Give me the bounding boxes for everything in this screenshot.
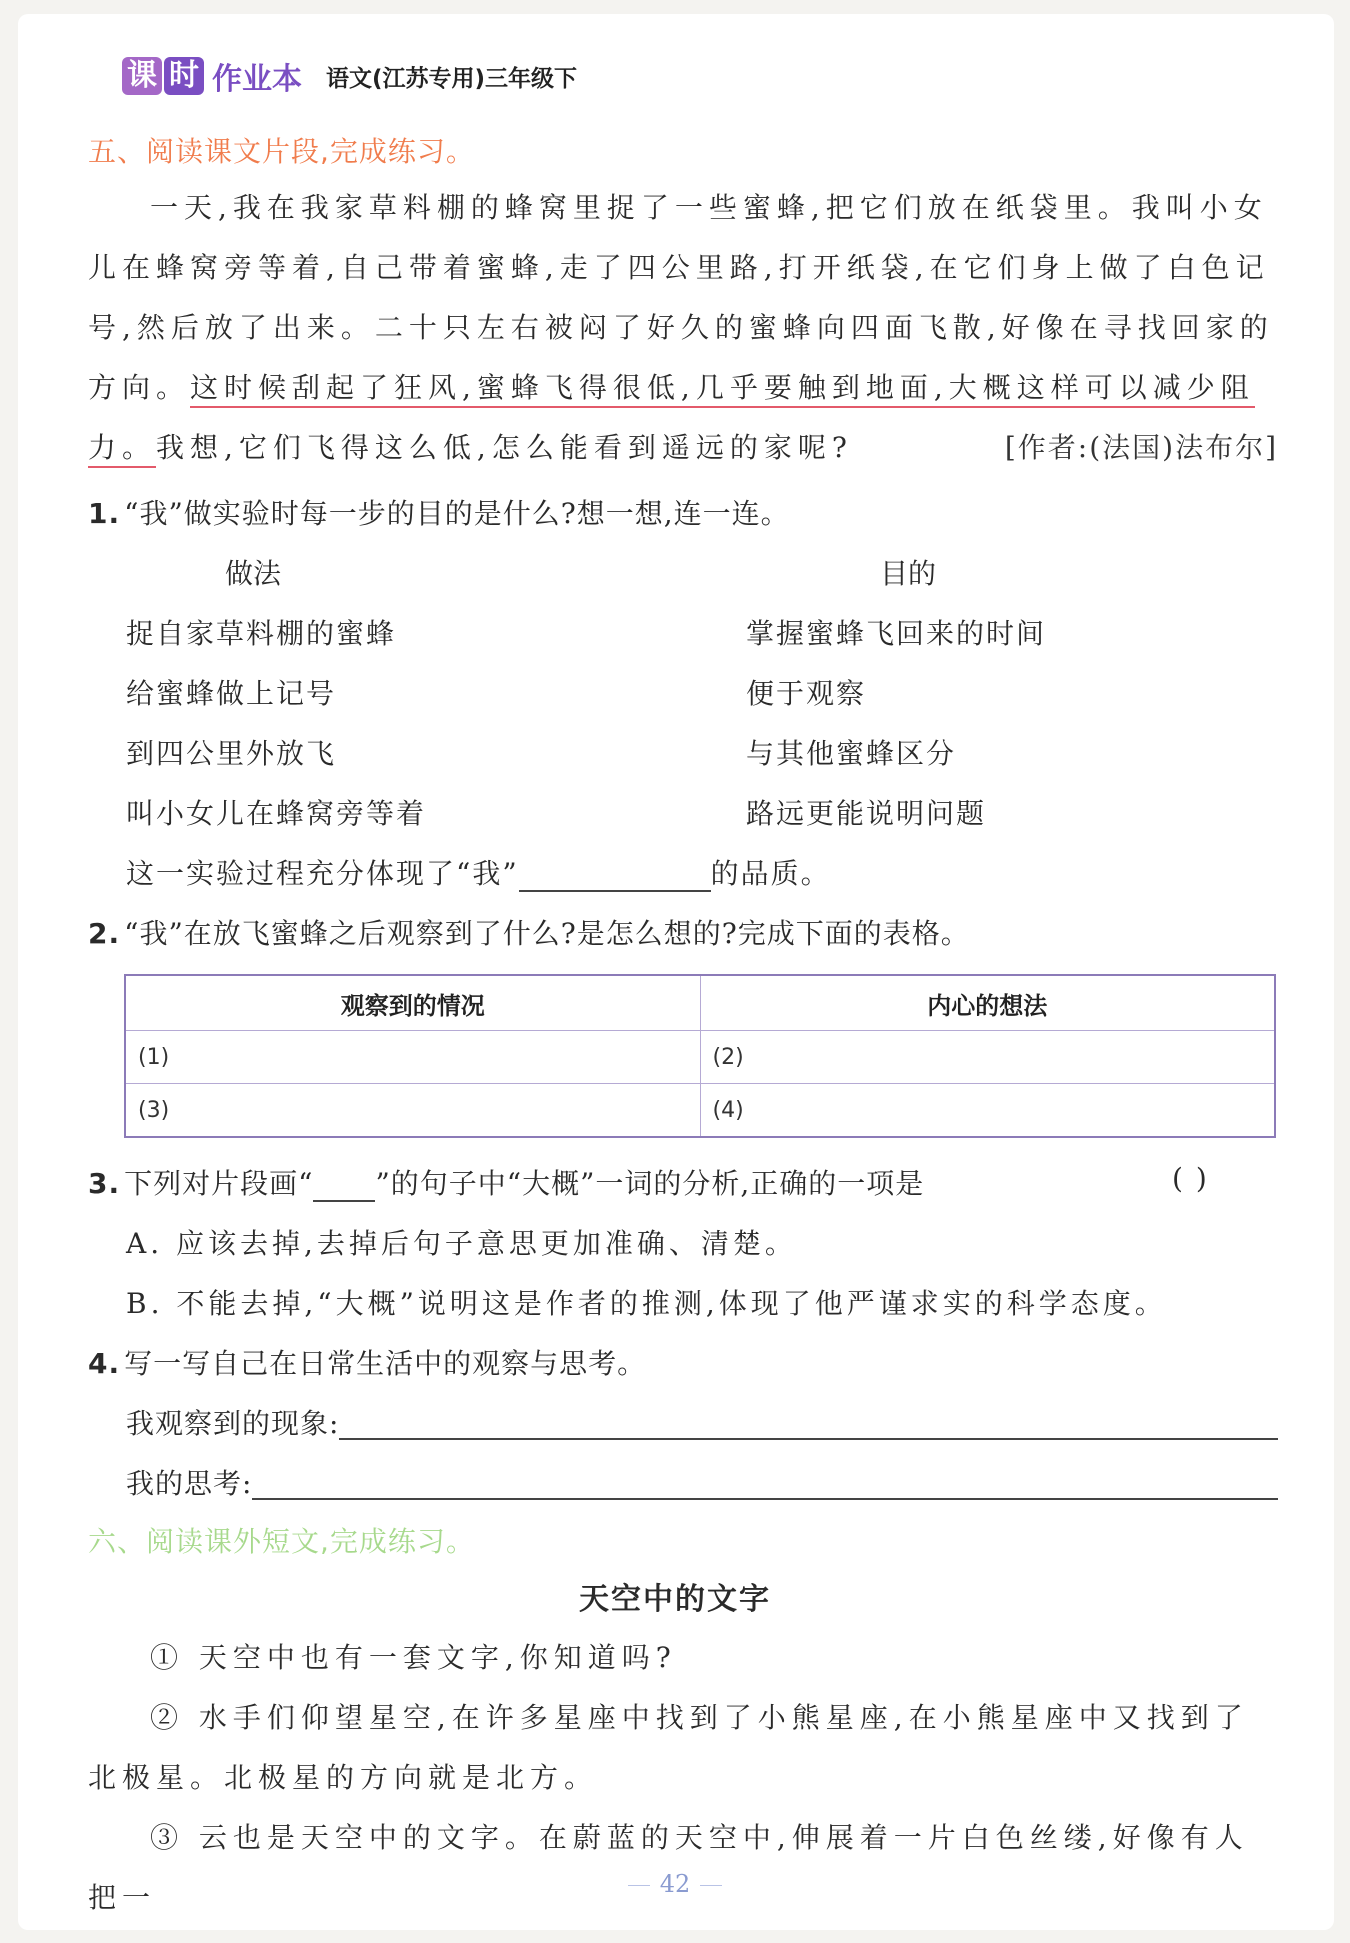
purpose-column-heading: 目的 [880, 557, 937, 590]
question-4 [88, 1342, 646, 1382]
table-row [125, 1031, 1275, 1084]
option-a[interactable]: A. 应该去掉,去掉后句子意思更加准确、清楚。 [126, 1227, 797, 1260]
story-paragraph-1: ① 天空中也有一套文字,你知道吗? [150, 1641, 677, 1674]
purpose-item[interactable]: 掌握蜜蜂飞回来的时间 [746, 617, 1047, 650]
table-header-thoughts: 内心的想法 [700, 975, 1275, 1031]
page-number-dash-right [700, 1885, 722, 1886]
answer-cell[interactable]: (4) [700, 1084, 1275, 1138]
answer-cell[interactable]: (1) [125, 1031, 700, 1084]
table-row [125, 1084, 1275, 1138]
thinking-label: 我的思考: [126, 1467, 253, 1500]
table-header-observed: 观察到的情况 [125, 975, 700, 1031]
logo [122, 57, 206, 95]
story-paragraph-2: ② 水手们仰望星空,在许多星座中找到了小熊星座,在小熊星座中又找到了北极星。北极星的方向就是北方。 [88, 1701, 1249, 1794]
observation-answer-line[interactable] [339, 1402, 1278, 1440]
question-number: 3. [88, 1167, 121, 1200]
section-6-title: 六、阅读课外短文,完成练习。 [88, 1525, 475, 1558]
underlined-sentence: 这时候刮起了狂风,蜜蜂飞得很低,几乎要触到地面,大概这样可以减少阻力。 [88, 371, 1255, 468]
page-number-value: 42 [659, 1870, 691, 1898]
answer-blank[interactable] [519, 856, 711, 892]
logo-char-1: 课 [122, 57, 162, 95]
answer-cell[interactable]: (3) [125, 1084, 700, 1138]
q1-summary [126, 852, 831, 892]
passage-paragraph [88, 178, 1278, 478]
question-text: “我”做实验时每一步的目的是什么?想一想,连一连。 [124, 497, 790, 530]
question-1 [88, 492, 790, 532]
book-subtitle: 语文(江苏专用)三年级下 [326, 65, 578, 92]
question-text: 写一写自己在日常生活中的观察与思考。 [124, 1347, 647, 1380]
answer-parentheses[interactable]: ( ) [1172, 1162, 1209, 1195]
book-header [122, 54, 577, 98]
passage [88, 178, 1278, 478]
observation-answer-row [126, 1402, 1278, 1442]
purpose-item[interactable]: 路远更能说明问题 [746, 797, 987, 830]
summary-prefix: 这一实验过程充分体现了“我” [126, 857, 519, 890]
logo-char-2: 时 [164, 57, 204, 95]
thinking-answer-row [126, 1462, 1278, 1502]
answer-cell[interactable]: (2) [700, 1031, 1275, 1084]
method-item[interactable]: 叫小女儿在蜂窝旁等着 [126, 797, 427, 830]
question-2 [88, 912, 970, 952]
option-b[interactable]: B. 不能去掉,“大概”说明这是作者的推测,体现了他严谨求实的科学态度。 [126, 1287, 1167, 1320]
logo-text: 作业本 [212, 62, 302, 97]
question-number: 1. [88, 497, 121, 530]
question-number: 2. [88, 917, 121, 950]
question-3 [88, 1162, 924, 1202]
author-credit: [作者:(法国)法布尔] [1004, 431, 1278, 464]
question-text: “我”在放飞蜜蜂之后观察到了什么?是怎么想的?完成下面的表格。 [124, 917, 970, 950]
observation-label: 我观察到的现象: [126, 1407, 340, 1440]
question-text-suffix: ”的句子中“大概”一词的分析,正确的一项是 [375, 1167, 925, 1200]
method-item[interactable]: 捉自家草料棚的蜜蜂 [126, 617, 397, 650]
underline-marker [313, 1170, 375, 1202]
story-paragraph-3: ③ 云也是天空中的文字。在蔚蓝的天空中,伸展着一片白色丝缕,好像有人把一 [88, 1821, 1249, 1914]
passage-part-1: 一天,我在我家草料棚的蜂窝里捉了一些蜜蜂,把它们放在纸袋里。我叫小女儿在蜂窝旁等着,自己带着蜜蜂,走了四公里路,打开纸袋,在它们身上做了白色记号,然后放了出来。二十只左右被闷了好久的蜜蜂向四面飞散,好像在寻找回家的方向。 [88, 191, 1274, 404]
method-column-heading: 做法 [225, 557, 282, 590]
question-text-prefix: 下列对片段画“ [124, 1167, 314, 1200]
story-title: 天空中的文字 [579, 1582, 771, 1617]
purpose-item[interactable]: 便于观察 [746, 677, 867, 710]
method-item[interactable]: 给蜜蜂做上记号 [126, 677, 337, 710]
question-number: 4. [88, 1347, 121, 1380]
section-5-title: 五、阅读课文片段,完成练习。 [88, 135, 475, 168]
purpose-item[interactable]: 与其他蜜蜂区分 [746, 737, 957, 770]
method-item[interactable]: 到四公里外放飞 [126, 737, 337, 770]
summary-suffix: 的品质。 [710, 857, 831, 890]
passage-part-2: 我想,它们飞得这么低,怎么能看到遥远的家呢? [156, 431, 853, 464]
observation-table [124, 974, 1276, 1138]
thinking-answer-line[interactable] [252, 1462, 1278, 1500]
page-number-dash-left [628, 1885, 650, 1886]
page-number [0, 1870, 1350, 1898]
